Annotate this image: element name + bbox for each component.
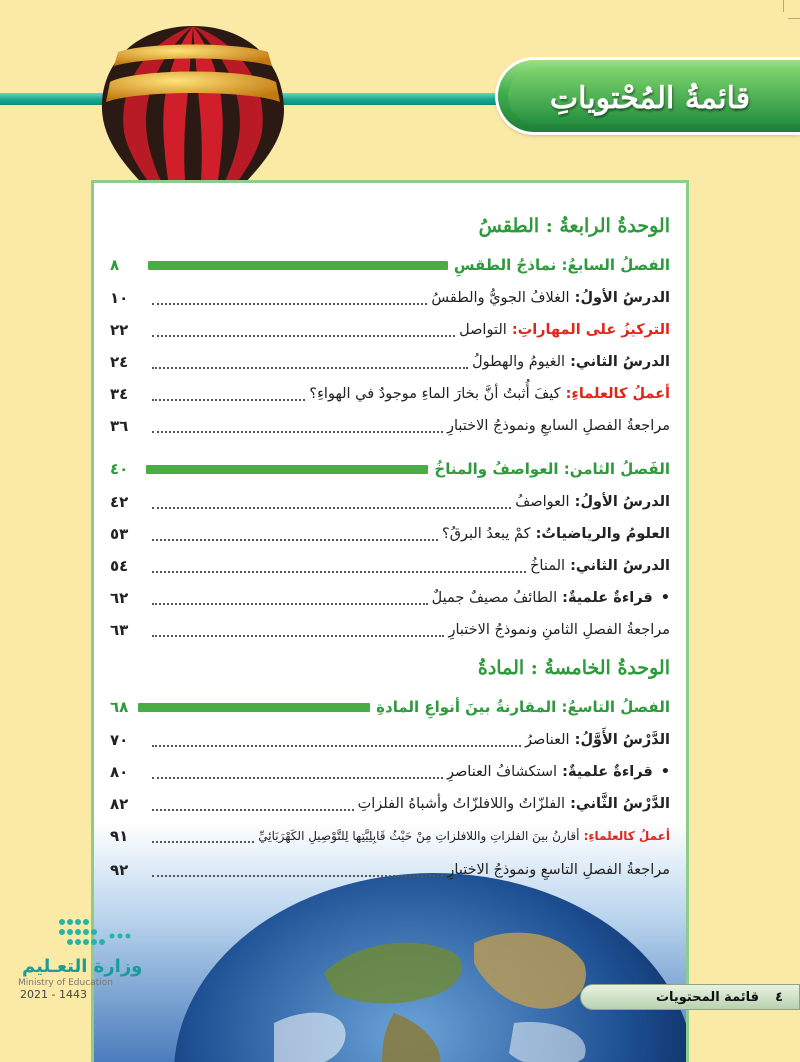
entry-text: مراجعةُ الفصلِ الثامنِ ونموذجُ الاختبارِ (448, 622, 670, 638)
page-number: ٣٤ (110, 385, 129, 403)
entry-prefix: الدَّرْسُ الثَّاني: (570, 796, 670, 812)
page-number: ٢٤ (110, 353, 129, 371)
page-number: ٥٣ (110, 525, 129, 543)
ministry-logo-icon (54, 912, 164, 952)
dot-leader (152, 539, 438, 541)
page-title: قائمةُ المُحْتوياتِ (549, 81, 751, 116)
ministry-logo (14, 912, 143, 1012)
dot-leader (152, 431, 443, 433)
entry-text: الغيومُ والهطولُ (472, 354, 566, 370)
dot-leader (152, 335, 455, 337)
toc-entry[interactable] (110, 759, 670, 785)
page-number: ٤٢ (110, 493, 129, 511)
ministry-name-arabic: وزارة التعـليم (22, 956, 143, 977)
entry-prefix: أعملُ كالعلماءِ: (583, 829, 670, 843)
toc-entry[interactable] (110, 823, 670, 849)
contents-panel (91, 180, 689, 1062)
chapter-9-heading[interactable] (110, 695, 670, 719)
dot-leader (152, 571, 526, 573)
toc-entry[interactable] (110, 521, 670, 547)
chapter-title: الفصلُ السابعُ: نماذجُ الطقسِ (453, 256, 670, 274)
toc-entry[interactable] (110, 489, 670, 515)
dot-leader (152, 809, 354, 811)
entry-prefix: قراءةٌ علميةٌ: (562, 764, 653, 780)
toc-entry[interactable] (110, 585, 670, 611)
page-number: ٦٣ (110, 621, 129, 639)
page-number: ٩٢ (110, 861, 129, 879)
bullet-icon: • (660, 590, 670, 606)
entry-prefix: الدَّرْسُ الأَوَّلُ: (574, 732, 670, 748)
entry-text: أقارنُ بينَ الفلزاتِ واللافلزاتِ مِنْ حَيْثُ قَابِلِيَّتِها لِلتَّوْصِيلِ الكَهْرَبَائِيِّ (258, 829, 580, 843)
page-number: ٨ (110, 256, 120, 274)
unit-5-title: الوحدةُ الخامسةُ : المادةُ (477, 657, 670, 679)
toc-entry[interactable] (110, 727, 670, 753)
entry-prefix: العلومُ والرياضياتُ: (535, 526, 670, 542)
entry-text: العواصفُ (515, 494, 570, 510)
footer-label: قائمة المحتويات (655, 989, 760, 1005)
page-number: ٨٢ (110, 795, 129, 813)
chapter-bar (146, 465, 428, 474)
page-number: ٤٠ (110, 460, 129, 478)
page-number: ٧٠ (110, 731, 129, 749)
toc-entry[interactable] (110, 349, 670, 375)
entry-prefix: الدرسُ الثاني: (570, 558, 670, 574)
crop-mark (783, 0, 784, 12)
dot-leader (152, 745, 521, 747)
page-number: ٤ (775, 989, 783, 1005)
toc-entry[interactable] (110, 381, 670, 407)
entry-prefix: الدرسُ الثاني: (570, 354, 670, 370)
toc-entry[interactable] (110, 791, 670, 817)
dot-leader (152, 635, 444, 637)
dot-leader (152, 303, 427, 305)
entry-text: استكشافُ العناصرِ (446, 764, 558, 780)
entry-text: مراجعةُ الفصلِ التاسعِ ونموذجُ الاختبارِ (447, 862, 670, 878)
dot-leader (152, 841, 254, 843)
toc-entry[interactable] (110, 617, 670, 643)
entry-text: الفلزّاتُ واللافلزّاتُ وأشباهُ الفلزاتِ (357, 796, 566, 812)
chapter-bar (138, 703, 370, 712)
page-number: ٩١ (110, 827, 129, 845)
chapter-title: الفَصلُ الثامن: العواصفُ والمناخُ (434, 460, 670, 478)
toc-entry[interactable] (110, 285, 670, 311)
bullet-icon: • (660, 764, 670, 780)
dot-leader (152, 507, 511, 509)
entry-text: كيفَ أُثبتُ أنَّ بخارَ الماءِ موجودٌ في الهواءِ؟ (309, 386, 561, 402)
entry-prefix: الدرسُ الأولُ: (574, 290, 670, 306)
dot-leader (152, 399, 305, 401)
chapter-title: الفصلُ التاسعُ: المقارنةُ بينَ أنواعِ المادةِ (376, 698, 670, 716)
entry-text: المناخُ (530, 558, 566, 574)
chapter-bar (148, 261, 448, 270)
page-number: ٨٠ (110, 763, 129, 781)
chapter-8-heading[interactable] (110, 457, 670, 481)
entry-text: الغلافُ الجويُّ والطقسُ (431, 290, 570, 306)
ministry-name-english: Ministry of Education (18, 978, 113, 988)
crop-mark (788, 18, 800, 19)
entry-text: العناصرُ (525, 732, 570, 748)
page-number: ١٠ (110, 289, 129, 307)
entry-text: التواصل (459, 322, 507, 338)
entry-prefix: التركيزُ على المهاراتِ: (511, 322, 670, 338)
entry-prefix: الدرسُ الأولُ: (574, 494, 670, 510)
entry-prefix: أعملُ كالعلماءِ: (565, 386, 670, 402)
dot-leader (152, 603, 428, 605)
dot-leader (152, 875, 443, 877)
page-number: ٣٦ (110, 417, 129, 435)
dot-leader (152, 777, 443, 779)
unit-4-title: الوحدةُ الرابعةُ : الطقسُ (478, 215, 670, 237)
entry-text: كمْ يبعدُ البرقُ؟ (442, 526, 531, 542)
page-number: ٦٨ (110, 698, 129, 716)
toc-entry[interactable] (110, 413, 670, 439)
footer-page-tab (580, 984, 800, 1010)
toc-entry[interactable] (110, 857, 670, 883)
page-number: ٥٤ (110, 557, 129, 575)
entry-text: مراجعةُ الفصلِ السابعِ ونموذجُ الاختبارِ (446, 418, 670, 434)
toc-entry[interactable] (110, 317, 670, 343)
entry-prefix: قراءةٌ علميةٌ: (562, 590, 653, 606)
chapter-7-heading[interactable] (110, 253, 670, 277)
dot-leader (152, 367, 468, 369)
edition-year: 2021 - 1443 (20, 988, 87, 1001)
page-number: ٢٢ (110, 321, 129, 339)
toc-entry[interactable] (110, 553, 670, 579)
page-number: ٦٢ (110, 589, 129, 607)
entry-text: الطائفُ مصيفٌ جميلٌ (431, 590, 558, 606)
